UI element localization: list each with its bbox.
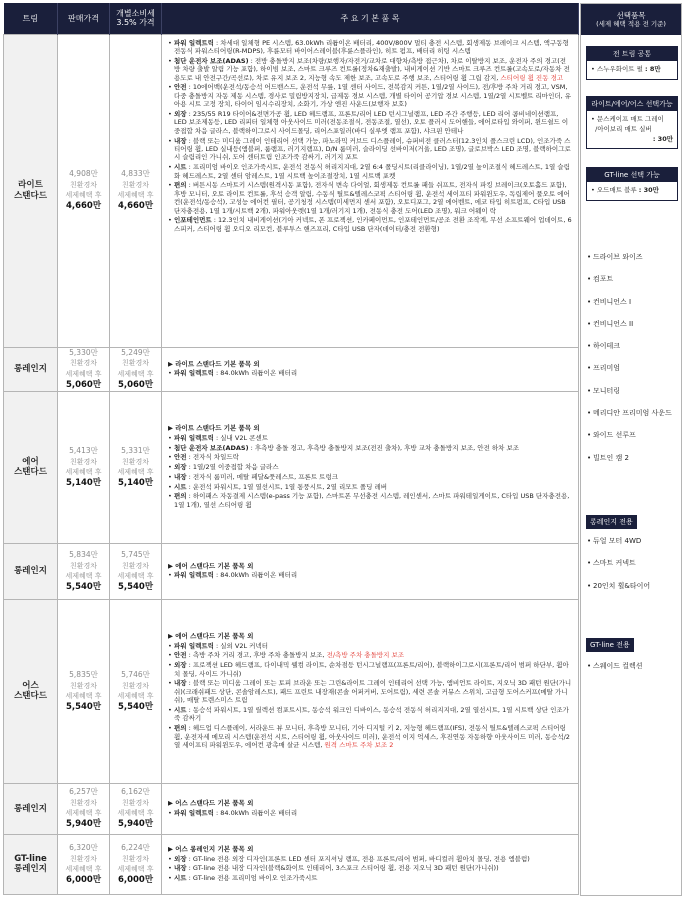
feature-item bbox=[168, 651, 572, 659]
feature-cell bbox=[162, 391, 579, 543]
disc-orig: 4,833만 bbox=[121, 168, 150, 178]
feature-text: : 블랙 또는 미디움 그레이 인테리어 선택 가능, 파노라믹 커브드 디스플레이, 슈퍼비전 클러스터(12.3인치 플스크린 LCD), 인조가죽 스티어링 휠, LED 실내등(앰블퍼, 룸램프, 러기지램프), D/N 룸미러, 슬라이딩 선바이저(거울, LED 조명), 글로브박스 LED 조명, 블랙하이그로시 슬림리인 가니쉬, 도어 센터트림 인조가죽 감싸기, 러기지 포트 bbox=[174, 136, 571, 162]
feature-category: 내장 bbox=[174, 864, 187, 873]
disc-final: 6,000만 bbox=[117, 874, 154, 885]
feature-category: 외장 bbox=[174, 109, 187, 118]
feature-cell bbox=[162, 599, 579, 783]
color-box-common-title: 전 트림 공통 bbox=[587, 47, 677, 61]
feature-category: 편의 bbox=[174, 181, 187, 190]
option-item[interactable]: • 모니터링 bbox=[587, 386, 672, 408]
feature-category: 파워 일렉트릭 bbox=[174, 369, 214, 378]
feature-text: : 동승석 파워시트, 1열 릴렉션 컴포트시트, 동승석 워크인 디바이스, 동승석 전동식 허리지지대, 2열 열선시트, 1열 시트백 상단 인조가죽 감싸기 bbox=[174, 705, 569, 723]
feature-text: : 235/55 R19 타이어&전면가공 휠, LED 헤드램프, 프론트/리어 LED 턴시그널램프, LED 주간 주행등, LED 리어 콤비네이션램프, LED 보조제동등, LED 리피터 일체형 아웃사이드 미러(전동조절식, 전동조절, 열선), 오토 플러시 도어핸들, 에어로타입 와이퍼, 윈드쉴드 이중접합 차음 글라스, 블랙하이그로시 사이드몰딩, 리어스포일러(바디 실루엣 램프 포함), 샤크핀 안테나 bbox=[174, 109, 569, 135]
price-final: 5,060만 bbox=[65, 379, 102, 390]
disc-note2: 세제혜택 후 bbox=[117, 190, 154, 199]
header-discount-price: 개별소비세 3.5% 가격 bbox=[110, 3, 162, 34]
feature-category: 첨단 운전자 보조(ADAS) bbox=[174, 443, 249, 452]
price-note2: 세제혜택 후 bbox=[65, 369, 102, 378]
trim-name: 라이트 스탠다드 bbox=[4, 34, 58, 347]
feature-base-note: ▶ 에어 스탠다드 기본 품목 외 bbox=[168, 561, 254, 570]
table-row bbox=[4, 347, 579, 391]
table-row bbox=[4, 391, 579, 543]
table-header-row bbox=[4, 3, 579, 34]
feature-list bbox=[168, 369, 572, 377]
option-item[interactable]: • 컴포트 bbox=[587, 274, 672, 296]
options-title: 선택품목 bbox=[616, 10, 646, 20]
price-final: 5,140만 bbox=[65, 477, 102, 488]
disc-note2: 세제혜택 후 bbox=[117, 369, 154, 378]
color-box-lae-title: 라이트/에어/어스 선택가능 bbox=[587, 97, 677, 111]
option-item[interactable]: • 20인치 휠&타이어 bbox=[587, 581, 650, 603]
feature-text: : 12.3인치 내비게이션(기아 커넥트, 폰 프로젝션, 인카페이먼트, 인포테인먼트/공조 전환 조작계, 무선 소프트웨어 업데이트, 6스피커, 스티어링 휠 오디오 리모컨, 블루투스 핸즈프리, C타입 USB 단자(데이터/충전 전환형) bbox=[174, 216, 572, 233]
feature-text: : 전방 충돌방지 보조(차량/보행자/자전거/교차로 대향차/측방 접근차), 차로 이탈방지 보조, 운전자 주의 경고(전방 차량 출발 알림 기능 포함), 하이빔 보조, 스마트 크루즈 컨트롤(정차&재출발), 내비게이션 기반 스마트 크루즈 컨트롤(고속도로/자동차 전용도로 내 안전구간/곡선로), 차로 유지 보조 2, 지능형 속도 제한 보조, 고속도로 주행 보조, 스티어링 휠 그립 감지, bbox=[174, 56, 570, 82]
disc-note2: 세제혜택 후 bbox=[117, 691, 154, 700]
price-note1: 친환경차 bbox=[69, 799, 98, 808]
feature-item bbox=[168, 110, 572, 135]
feature-cell bbox=[162, 34, 579, 347]
price-note2: 세제혜택 후 bbox=[65, 571, 102, 580]
disc-orig: 6,224만 bbox=[121, 842, 150, 852]
trim-name: 롱레인지 bbox=[4, 783, 58, 834]
price-orig: 6,257만 bbox=[69, 787, 98, 797]
price-note1: 친환경차 bbox=[69, 561, 98, 570]
price-orig: 5,834만 bbox=[69, 549, 98, 559]
feature-item bbox=[168, 473, 572, 481]
feature-category: 파워 일렉트릭 bbox=[174, 641, 214, 650]
option-item[interactable]: • 스웨이드 컬렉션 bbox=[587, 661, 643, 683]
option-item[interactable]: • 컨비니언스 II bbox=[587, 319, 672, 341]
feature-item bbox=[168, 642, 572, 650]
option-item[interactable]: • 스마트 커넥트 bbox=[587, 558, 650, 580]
feature-category: 외장 bbox=[174, 854, 187, 863]
feature-item bbox=[168, 483, 572, 491]
feature-item bbox=[168, 864, 572, 872]
feature-text: : 측방 주차 거리 경고, 후방 주차 충돌방지 보조, bbox=[186, 651, 327, 660]
price-orig: 5,835만 bbox=[69, 669, 98, 679]
feature-category: 편의 bbox=[174, 724, 187, 733]
discount-price bbox=[110, 599, 162, 783]
feature-item bbox=[168, 434, 572, 442]
feature-category: 안전 bbox=[174, 83, 187, 92]
options-sidebar bbox=[580, 3, 682, 896]
header-price: 판매가격 bbox=[58, 3, 110, 34]
sale-price bbox=[58, 34, 110, 347]
option-item[interactable]: • 컨비니언스 I bbox=[587, 297, 672, 319]
option-item[interactable]: • 하이테크 bbox=[587, 341, 672, 363]
trim-name: GT-line 롱레인지 bbox=[4, 834, 58, 894]
feature-item bbox=[168, 661, 572, 678]
feature-text: : 운전석 파워시트, 1열 열선시트, 1열 통풍시트, 2열 리모트 폴딩 레버 bbox=[186, 482, 388, 491]
feature-category: 파워 일렉트릭 bbox=[174, 433, 214, 442]
sale-price bbox=[58, 783, 110, 834]
feature-base-note: ▶ 에어 스탠다드 기본 품목 외 bbox=[168, 632, 254, 641]
feature-item bbox=[168, 492, 572, 509]
feature-item bbox=[168, 571, 572, 579]
feature-category: 첨단 운전자 보조(ADAS) bbox=[174, 56, 249, 65]
price-note1: 친환경차 bbox=[69, 854, 98, 863]
header-trim: 트림 bbox=[4, 3, 58, 34]
feature-category: 인포테인먼트 bbox=[174, 216, 212, 225]
price-note2: 세제혜택 후 bbox=[65, 467, 102, 476]
feature-text: : 전자식 룸미러, 메탈 페달&풋레스트, 프론트 트렁크 bbox=[186, 472, 338, 481]
feature-cell bbox=[162, 783, 579, 834]
feature-text: : 전자식 차일드락 bbox=[186, 453, 239, 462]
feature-item bbox=[168, 874, 572, 882]
price-final: 5,540만 bbox=[65, 701, 102, 712]
price-note1: 친환경차 bbox=[69, 180, 98, 189]
feature-text: : 헤드업 디스플레이, 서라운드 뷰 모니터, 후측방 모니터, 기아 디지털 키 2, 지능형 헤드램프(IFS), 전동식 틸트&텔레스코픽 스티어링 휠, 운전자세 메모리 시스템(운전석 시트, 스티어링 휠, 아웃사이드 미러), 운전석 이지 억세스, 후진연동 자동하향 아웃사이드 미러, 동승석/2열 세이프티 파워윈도우, 에어컨 광촉매 살균 시스템, bbox=[174, 724, 570, 749]
disc-final: 5,140만 bbox=[117, 477, 154, 488]
feature-cell bbox=[162, 543, 579, 599]
disc-note2: 세제혜택 후 bbox=[117, 571, 154, 580]
feature-list bbox=[168, 855, 572, 883]
trim-name: 롱레인지 bbox=[4, 543, 58, 599]
feature-item bbox=[168, 809, 572, 817]
price-note2: 세제혜택 후 bbox=[65, 809, 102, 818]
option-item[interactable]: • 와이드 선루프 bbox=[587, 430, 672, 452]
disc-note1: 친환경차 bbox=[121, 681, 150, 690]
price-note2: 세제혜택 후 bbox=[65, 190, 102, 199]
disc-note1: 친환경차 bbox=[121, 457, 150, 466]
feature-text: : 프리미엄 바이오 인조가죽시트, 운전석 전동식 허리지지대, 2열 6:4 폴딩시트(리클라이닝), 1열/2열 높이조절식 헤드레스트, 1열 슬림화 헤드레스트, 2열 센터 암레스트, 1열 시트백 높이조절장치, 1열 시트백 포켓 bbox=[174, 163, 570, 180]
feature-item bbox=[168, 137, 572, 162]
header-features: 주 요 기 본 품 목 bbox=[162, 3, 579, 34]
feature-highlight: 전/측방 주차 충돌방지 보조 bbox=[326, 651, 405, 660]
disc-final: 5,060만 bbox=[117, 379, 154, 390]
feature-text: : 후측방 충돌 경고, 후측방 충돌방지 보조(전진 출차), 후방 교차 충돌방지 보조, 안전 하차 보조 bbox=[248, 443, 520, 452]
feature-cell bbox=[162, 834, 579, 894]
feature-item bbox=[168, 706, 572, 723]
price-orig: 5,413만 bbox=[69, 445, 98, 455]
disc-orig: 5,745만 bbox=[121, 549, 150, 559]
price-final: 5,940만 bbox=[65, 819, 102, 830]
feature-category: 내장 bbox=[174, 679, 187, 688]
trim-name: 어스 스탠다드 bbox=[4, 599, 58, 783]
tag-gtline: GT-line 전용 bbox=[586, 638, 634, 652]
color-option-ivory: /아이보리 매트 실버 bbox=[591, 124, 652, 133]
price-orig: 6,320만 bbox=[69, 842, 98, 852]
disc-note1: 친환경차 bbox=[121, 854, 150, 863]
price-final: 5,540만 bbox=[65, 581, 102, 592]
feature-base-note: ▶ 라이트 스탠다드 기본 품목 외 bbox=[168, 359, 260, 368]
options-subtitle: (세제 혜택 적용 전 기준) bbox=[596, 20, 666, 29]
feature-item bbox=[168, 453, 572, 461]
option-item[interactable]: • 메리디안 프리미엄 사운드 bbox=[587, 408, 672, 430]
feature-text: : 84.0kWh 리튬이온 배터리 bbox=[213, 808, 298, 817]
options-header bbox=[581, 4, 681, 35]
feature-category: 시트 bbox=[174, 874, 187, 883]
price-note2: 세제혜택 후 bbox=[65, 864, 102, 873]
disc-orig: 5,746만 bbox=[121, 669, 150, 679]
disc-final: 5,540만 bbox=[117, 701, 154, 712]
color-option-ocean-blue[interactable]: • 오드매트 블루 : 30만 bbox=[591, 186, 659, 194]
price-table bbox=[3, 3, 579, 895]
feature-text: : 버튼시동 스마트키 시스템(원격시동 포함), 전자식 변속 다이얼, 회생제동 컨트롤 패들 쉬프트, 전자식 파킹 브레이크(오토홀드 포함), 후방 모니터, 오토 라이트 컨트롤, 후석 승객 알림, 수동식 틸트&텔레스코픽 스티어링 휠, 운전석 세이프티 파워윈도우, 독립제어 풀오토 에어컨(운전석/동승석), 고성능 에어컨 필터, 공기청정 시스템(미세먼지 센서 포함), 오토디포그, 2열 에어벤트, 에코 타입 히트펌프, C타입 USB 단자충전용, 1열 1개/시트백 2개), 파워아웃렛(1열 1개/러기지 1개), 전동식 충전 도어(LED 조명), 워크 어웨이 락 bbox=[174, 181, 570, 215]
table-row bbox=[4, 599, 579, 783]
disc-final: 4,660만 bbox=[117, 200, 154, 211]
feature-category: 내장 bbox=[174, 472, 187, 481]
feature-category: 시트 bbox=[174, 705, 187, 714]
table-row bbox=[4, 783, 579, 834]
feature-text: : 10에어백(운전석/동승석 어드밴스드, 운전석 무릎, 1열 센터 사이드, 전복감지 커튼, 1열/2열 사이드), 전/후방 주차 거리 경고, VSM, 다중 충돌방지 자동 제동 시스템, 경사로 밀림방지장치, 급제동 경보 시스템, 개별 타이어 공기압 경보 시스템, 1열/2열 시트벨트 리마인더, 유아용 시트 고정 장치, 타이어 임시수리장치, 소화기, 가상 엔진 사운드(보행자 보호) bbox=[174, 83, 572, 109]
feature-item bbox=[168, 57, 572, 82]
option-list-gtline bbox=[587, 661, 643, 683]
color-box-common bbox=[586, 46, 678, 80]
feature-list bbox=[168, 809, 572, 817]
feature-list bbox=[168, 39, 572, 234]
price-note1: 친환경차 bbox=[69, 359, 98, 368]
feature-text: : GT-line 전용 내장 디자인(블랙&화이트 인테리어, 3스포크 스티어링 휠, 전용 지오닉 3D 패턴 원단(가니쉬)) bbox=[186, 864, 499, 873]
feature-cell bbox=[162, 347, 579, 391]
discount-price bbox=[110, 783, 162, 834]
trim-name: 롱레인지 bbox=[4, 347, 58, 391]
disc-note2: 세제혜택 후 bbox=[117, 467, 154, 476]
price-note1: 친환경차 bbox=[69, 457, 98, 466]
discount-price bbox=[110, 543, 162, 599]
disc-note1: 친환경차 bbox=[121, 799, 150, 808]
disc-orig: 6,162만 bbox=[121, 787, 150, 797]
price-note2: 세제혜택 후 bbox=[65, 691, 102, 700]
feature-base-note: ▶ 어스 롱레인지 기본 품목 외 bbox=[168, 845, 254, 854]
color-box-light-air-earth bbox=[586, 96, 678, 149]
color-price-30: : 30만 bbox=[652, 134, 673, 143]
feature-item bbox=[168, 679, 572, 704]
disc-note2: 세제혜택 후 bbox=[117, 809, 154, 818]
feature-item bbox=[168, 181, 572, 215]
price-note1: 친환경차 bbox=[69, 681, 98, 690]
color-option-moonscape[interactable]: • 문스케이프 매트 그레이 bbox=[591, 115, 664, 123]
feature-item bbox=[168, 163, 572, 180]
feature-text: : 실내 V2L 콘센트 bbox=[213, 433, 268, 442]
table-row bbox=[4, 34, 579, 347]
feature-category: 외장 bbox=[174, 463, 187, 472]
disc-note1: 친환경차 bbox=[121, 180, 150, 189]
price-orig: 5,330만 bbox=[69, 347, 98, 357]
feature-item bbox=[168, 444, 572, 452]
disc-final: 5,940만 bbox=[117, 819, 154, 830]
price-final: 6,000만 bbox=[65, 874, 102, 885]
sale-price bbox=[58, 599, 110, 783]
feature-text: : 블랙 또는 미디움 그레이 또는 토피 브라운 또는 그린&라이트 그레이 인테리어 선택 가능, 앰비언트 라이트, 지오닉 3D 패턴 원단(가니쉬)(크래쉬패드 상단, 콘솔암레스트), 패드 프린트 내장재(콘솔 어퍼커버, 도어트림), 세련 콘솔 커뮤스 스위치, 고급형 도어스커프(메탈 가니쉬), 매탈 트렌스미스 트림 bbox=[174, 679, 572, 705]
feature-item bbox=[168, 216, 572, 233]
feature-category: 외장 bbox=[174, 661, 187, 670]
feature-base-note: ▶ 라이트 스탠다드 기본 품목 외 bbox=[168, 424, 260, 433]
disc-orig: 5,331만 bbox=[121, 445, 150, 455]
feature-category: 파워 일렉트릭 bbox=[174, 808, 214, 817]
feature-category: 내장 bbox=[174, 136, 187, 145]
discount-price bbox=[110, 391, 162, 543]
table-row bbox=[4, 834, 579, 894]
feature-category: 안전 bbox=[174, 453, 187, 462]
feature-text: : 차세대 일체형 PE 시스템, 63.0kWh 리튬이온 배터리, 400V/800V 멀티 충전 시스템, 회생제동 브레이크 시스템, 액구동형 전동식 파워스티어링(R-MDPS), 후륜모터 바이어스레이블(후륜스플라인), 히트 펌프, 배터리 히팅 시스템 bbox=[174, 38, 569, 55]
feature-text: : 84.0kWh 리튬이온 배터리 bbox=[213, 369, 298, 378]
feature-item bbox=[168, 39, 572, 56]
feature-text: : 하이패스 자동결제 시스템(e-pass 기능 포함), 스마트폰 무선충전 시스템, 레인센서, 스마트 파워테일게이트, C타입 USB 단자충전용, 1열 1개), 열선 스티어링 휠 bbox=[174, 492, 570, 509]
feature-base-note: ▶ 어스 스탠다드 기본 품목 외 bbox=[168, 799, 254, 808]
feature-list bbox=[168, 571, 572, 579]
sale-price bbox=[58, 391, 110, 543]
color-option-snow-white[interactable]: • 스누우화이트 펄 : 8만 bbox=[591, 65, 661, 73]
discount-price bbox=[110, 834, 162, 894]
feature-text: : 실외 V2L 커넥터 bbox=[213, 641, 268, 650]
option-item[interactable]: • 듀얼 모터 4WD bbox=[587, 536, 650, 558]
option-item[interactable]: • 빌트인 캠 2 bbox=[587, 453, 672, 475]
option-list-long-range bbox=[587, 536, 650, 603]
disc-note1: 친환경차 bbox=[121, 561, 150, 570]
option-item[interactable]: • 드라이브 와이즈 bbox=[587, 252, 672, 274]
sale-price bbox=[58, 347, 110, 391]
disc-note1: 친환경차 bbox=[121, 359, 150, 368]
discount-price bbox=[110, 34, 162, 347]
feature-category: 시트 bbox=[174, 163, 187, 172]
feature-text: : GT-line 전용 프리미엄 바이오 인조가죽시트 bbox=[186, 874, 318, 883]
feature-highlight: 원격 스마트 주차 보조 2 bbox=[324, 740, 394, 749]
disc-orig: 5,249만 bbox=[121, 347, 150, 357]
color-box-gtline bbox=[586, 167, 678, 201]
feature-text: : GT-line 전용 외장 디자인(프론트 LED 센터 포지셔닝 램프, 전용 프론트/리어 범퍼, 바디컬러 휠아치 몰딩, 전용 엠블럼) bbox=[186, 854, 530, 863]
feature-category: 편의 bbox=[174, 492, 187, 501]
disc-note2: 세제혜택 후 bbox=[117, 864, 154, 873]
color-box-gtline-title: GT-line 선택 가능 bbox=[587, 168, 677, 182]
feature-list bbox=[168, 434, 572, 509]
feature-category: 파워 일렉트릭 bbox=[174, 571, 214, 580]
feature-category: 안전 bbox=[174, 651, 187, 660]
feature-item bbox=[168, 724, 572, 749]
discount-price bbox=[110, 347, 162, 391]
sale-price bbox=[58, 834, 110, 894]
feature-text: : 프로젝션 LED 헤드램프, 다이내믹 웰컴 라이트, 순차점등 턴시그널램프(프론트/리어), 블랙하이그로시(프론트/리어 범퍼 하단부, 휠아치 몰딩, 사이드 가니쉬) bbox=[174, 661, 569, 678]
feature-category: 파워 일렉트릭 bbox=[174, 38, 214, 47]
feature-highlight: 스티어링 휠 진동 경고 bbox=[500, 73, 564, 82]
disc-final: 5,540만 bbox=[117, 581, 154, 592]
option-list-common bbox=[587, 252, 672, 475]
sale-price bbox=[58, 543, 110, 599]
feature-text: : 1열/2열 이중접합 차음 글라스 bbox=[186, 463, 279, 472]
feature-list bbox=[168, 642, 572, 750]
trim-name: 에어 스탠다드 bbox=[4, 391, 58, 543]
feature-item bbox=[168, 369, 572, 377]
option-item[interactable]: • 프리미엄 bbox=[587, 363, 672, 385]
tag-long-range: 롱레인지 전용 bbox=[586, 515, 637, 529]
feature-item bbox=[168, 463, 572, 471]
price-final: 4,660만 bbox=[65, 200, 102, 211]
feature-text: : 84.0kWh 리튬이온 배터리 bbox=[213, 571, 298, 580]
feature-item bbox=[168, 83, 572, 108]
table-row bbox=[4, 543, 579, 599]
price-orig: 4,908만 bbox=[69, 168, 98, 178]
feature-category: 시트 bbox=[174, 482, 187, 491]
feature-item bbox=[168, 855, 572, 863]
